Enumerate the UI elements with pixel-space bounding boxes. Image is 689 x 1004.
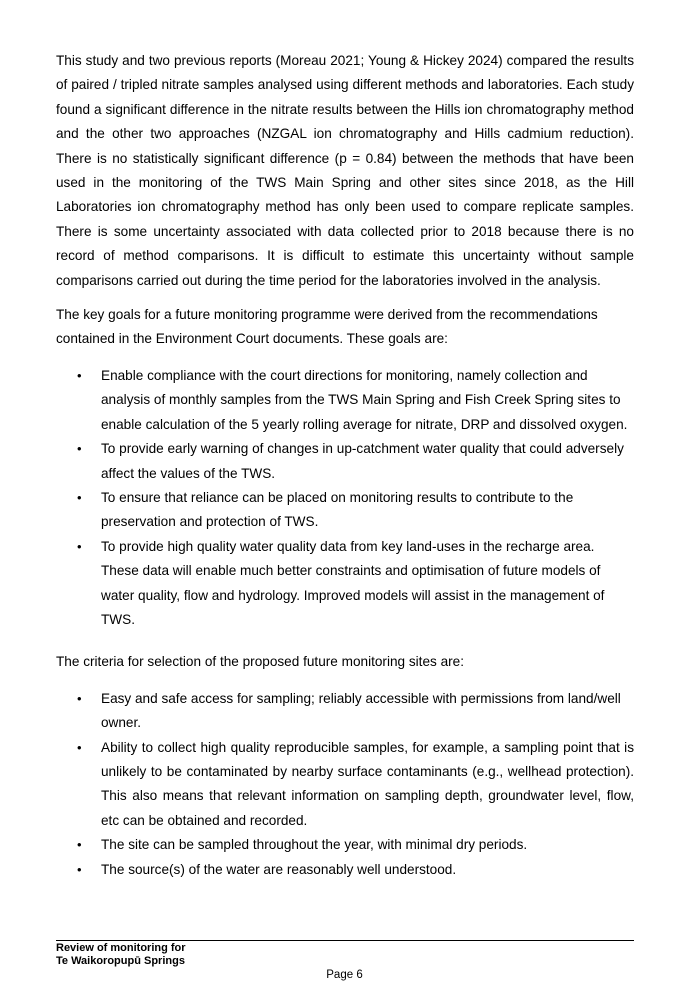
list-item [56,687,634,736]
paragraph-method-comparison: This study and two previous reports (Moreau 2021; Young & Hickey 2024) compared the results of paired / tripled nitrate samples analysed using different methods and laboratories. Each study found a significant difference in the nitrate results between the Hills ion chromatography method and the other two approaches (NZGAL ion chromatography and Hills cadmium reduction). There is no statistically significant difference (p = 0.84) between the methods that have been used in the monitoring of the TWS Main Spring and other sites since 2018, as the Hill Laboratories ion chromatography method has only been used to compare replicate samples. There is some uncertainty associated with data collected prior to 2018 because there is no record of method comparisons. It is difficult to estimate this uncertainty without sample comparisons carried out during the time period for the laboratories involved in the analysis. [56,53,634,288]
bullet-icon: • [77,441,82,457]
list-item-text: To ensure that reliance can be placed on monitoring results to contribute to the preservation and protection of TWS. [101,489,574,530]
list-item [56,858,634,882]
list-item [56,833,634,857]
bullet-icon: • [77,837,82,853]
bullet-icon: • [77,861,82,877]
paragraph-key-goals-intro: The key goals for a future monitoring programme were derived from the recommendations contained in the Environment Court documents. These goals are: [56,307,598,347]
paragraph-criteria-intro: The criteria for selection of the proposed future monitoring sites are: [56,654,465,670]
list-item-text: The site can be sampled throughout the year, with minimal dry periods. [101,837,528,853]
list-item-text: Ability to collect high quality reproducible samples, for example, a sampling point that is unlikely to be contaminated by nearby surface contaminants (e.g., wellhead protection). This also means that relevant information on sampling depth, groundwater level, flow, etc can be obtained and recorded. [101,739,634,828]
list-item-text: Enable compliance with the court directions for monitoring, namely collection and analysis of monthly samples from the TWS Main Spring and Fish Creek Spring sites to enable calculation of the 5 yearly rolling average for nitrate, DRP and dissolved oxygen. [101,367,628,432]
list-item-text: To provide early warning of changes in up-catchment water quality that could adversely affect the values of the TWS. [101,441,624,481]
bullet-icon: • [77,489,82,505]
list-item [56,364,634,437]
footer-title-line-2: Te Waikoropupū Springs [56,955,185,967]
list-item [56,486,634,535]
bullet-icon: • [77,690,82,706]
bullet-icon: • [77,739,82,755]
list-item-text: Easy and safe access for sampling; reliably accessible with permissions from land/well owner. [101,690,621,731]
page-body [56,49,634,882]
list-item [56,437,634,486]
list-item-text: To provide high quality water quality data from key land-uses in the recharge area. These data will enable much better constraints and optimisation of future models of water quality, flow and hydrology. Improved models will assist in the management of TWS. [101,538,605,627]
page-number: Page 6 [326,969,363,981]
goals-list [56,364,634,632]
list-item [56,736,634,834]
bullet-icon: • [77,367,82,383]
footer-document-title [56,942,186,968]
list-item [56,535,634,633]
footer-title-line-1: Review of monitoring for [56,942,186,954]
list-item-text: The source(s) of the water are reasonably well understood. [101,861,457,877]
footer-divider [56,940,634,941]
criteria-list [56,687,634,882]
bullet-icon: • [77,538,82,554]
